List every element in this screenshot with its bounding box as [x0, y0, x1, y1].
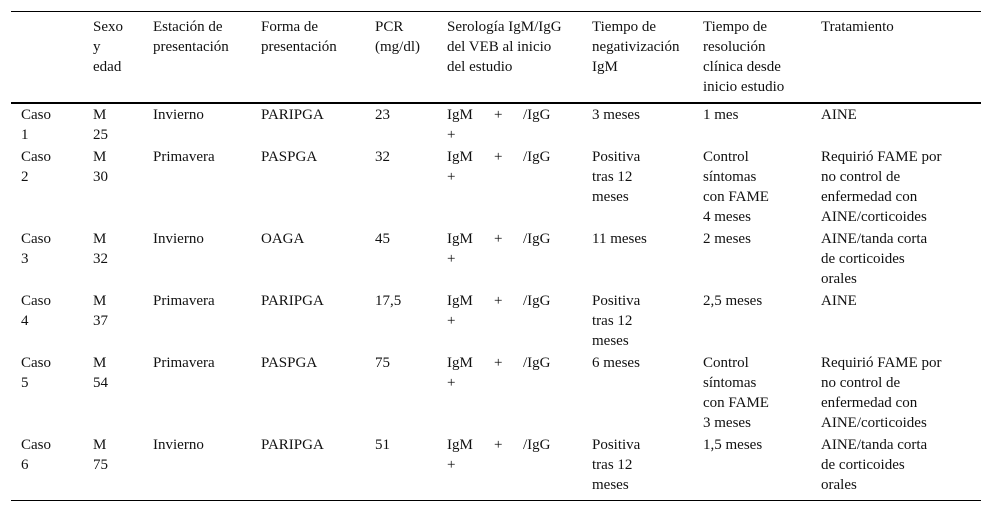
- cell-serologia-plus: +: [494, 107, 503, 123]
- table-bottom-rule: [11, 500, 981, 501]
- cell-sexo-edad: M 75: [93, 437, 108, 473]
- cell-pcr: 17,5: [375, 293, 402, 309]
- header-tratamiento: Tratamiento: [821, 19, 894, 35]
- cell-estacion: Invierno: [153, 231, 204, 247]
- cell-serologia-igg: /IgG: [523, 437, 551, 453]
- cell-tiempo-resolucion: 2 meses: [703, 231, 751, 247]
- cell-tiempo-resolucion: 1,5 meses: [703, 437, 763, 453]
- cell-sexo-edad: M 25: [93, 107, 108, 143]
- cell-forma: PARIPGA: [261, 437, 324, 453]
- table-header-rule: [11, 102, 981, 104]
- header-tiempo-resolucion: Tiempo de resolución clínica desde inicio estudio: [703, 19, 785, 95]
- cell-serologia-igg: /IgG: [523, 149, 551, 165]
- header-sexo-edad: Sexo y edad: [93, 19, 123, 75]
- cell-tiempo-negativizacion: Positiva tras 12 meses: [592, 149, 641, 205]
- cell-tratamiento: AINE: [821, 293, 857, 309]
- cell-serologia-plus: +: [494, 149, 503, 165]
- cell-serologia-igg: /IgG: [523, 293, 551, 309]
- cell-serologia-igm: IgM +: [447, 437, 473, 473]
- cell-pcr: 51: [375, 437, 390, 453]
- cell-caso: Caso 6: [21, 437, 51, 473]
- cell-forma: OAGA: [261, 231, 305, 247]
- cell-caso: Caso 2: [21, 149, 51, 185]
- cell-tratamiento: Requirió FAME por no control de enfermedad con AINE/corticoides: [821, 355, 942, 431]
- header-pcr: PCR (mg/dl): [375, 19, 420, 55]
- cell-estacion: Primavera: [153, 149, 215, 165]
- cell-tiempo-resolucion: 1 mes: [703, 107, 739, 123]
- cell-caso: Caso 5: [21, 355, 51, 391]
- cell-tiempo-negativizacion: 6 meses: [592, 355, 640, 371]
- cell-estacion: Primavera: [153, 355, 215, 371]
- cell-serologia-igm: IgM +: [447, 293, 473, 329]
- cell-tiempo-resolucion: Control síntomas con FAME 3 meses: [703, 355, 769, 431]
- cell-forma: PASPGA: [261, 355, 318, 371]
- cell-tiempo-resolucion: 2,5 meses: [703, 293, 763, 309]
- cell-serologia-igg: /IgG: [523, 231, 551, 247]
- cell-sexo-edad: M 37: [93, 293, 108, 329]
- table-top-rule: [11, 11, 981, 12]
- cell-serologia-igg: /IgG: [523, 107, 551, 123]
- cell-tratamiento: Requirió FAME por no control de enfermedad con AINE/corticoides: [821, 149, 942, 225]
- header-forma: Forma de presentación: [261, 19, 337, 55]
- cell-tiempo-negativizacion: 3 meses: [592, 107, 640, 123]
- cell-serologia-igm: IgM +: [447, 231, 473, 267]
- cell-pcr: 23: [375, 107, 390, 123]
- cell-serologia-igm: IgM +: [447, 355, 473, 391]
- cell-caso: Caso 4: [21, 293, 51, 329]
- cell-estacion: Invierno: [153, 437, 204, 453]
- cell-tiempo-resolucion: Control síntomas con FAME 4 meses: [703, 149, 769, 225]
- cell-tiempo-negativizacion: Positiva tras 12 meses: [592, 293, 641, 349]
- cell-tiempo-negativizacion: Positiva tras 12 meses: [592, 437, 641, 493]
- cell-estacion: Primavera: [153, 293, 215, 309]
- cell-pcr: 45: [375, 231, 390, 247]
- cell-sexo-edad: M 54: [93, 355, 108, 391]
- cell-serologia-plus: +: [494, 231, 503, 247]
- header-serologia: Serología IgM/IgG del VEB al inicio del estudio: [447, 19, 562, 75]
- header-tiempo-negativizacion: Tiempo de negativización IgM: [592, 19, 680, 75]
- cell-sexo-edad: M 30: [93, 149, 108, 185]
- cell-serologia-igg: /IgG: [523, 355, 551, 371]
- header-estacion: Estación de presentación: [153, 19, 229, 55]
- cell-caso: Caso 3: [21, 231, 51, 267]
- cell-sexo-edad: M 32: [93, 231, 108, 267]
- cell-caso: Caso 1: [21, 107, 51, 143]
- cell-forma: PASPGA: [261, 149, 318, 165]
- cell-serologia-igm: IgM +: [447, 149, 473, 185]
- cell-pcr: 75: [375, 355, 390, 371]
- cell-pcr: 32: [375, 149, 390, 165]
- cell-serologia-igm: IgM +: [447, 107, 473, 143]
- clinical-cases-table: [11, 11, 981, 501]
- cell-tratamiento: AINE/tanda corta de corticoides orales: [821, 437, 928, 493]
- cell-tiempo-negativizacion: 11 meses: [592, 231, 647, 247]
- cell-tratamiento: AINE/tanda corta de corticoides orales: [821, 231, 928, 287]
- cell-forma: PARIPGA: [261, 107, 324, 123]
- cell-estacion: Invierno: [153, 107, 204, 123]
- cell-tratamiento: AINE: [821, 107, 857, 123]
- cell-serologia-plus: +: [494, 293, 503, 309]
- cell-serologia-plus: +: [494, 437, 503, 453]
- cell-serologia-plus: +: [494, 355, 503, 371]
- cell-forma: PARIPGA: [261, 293, 324, 309]
